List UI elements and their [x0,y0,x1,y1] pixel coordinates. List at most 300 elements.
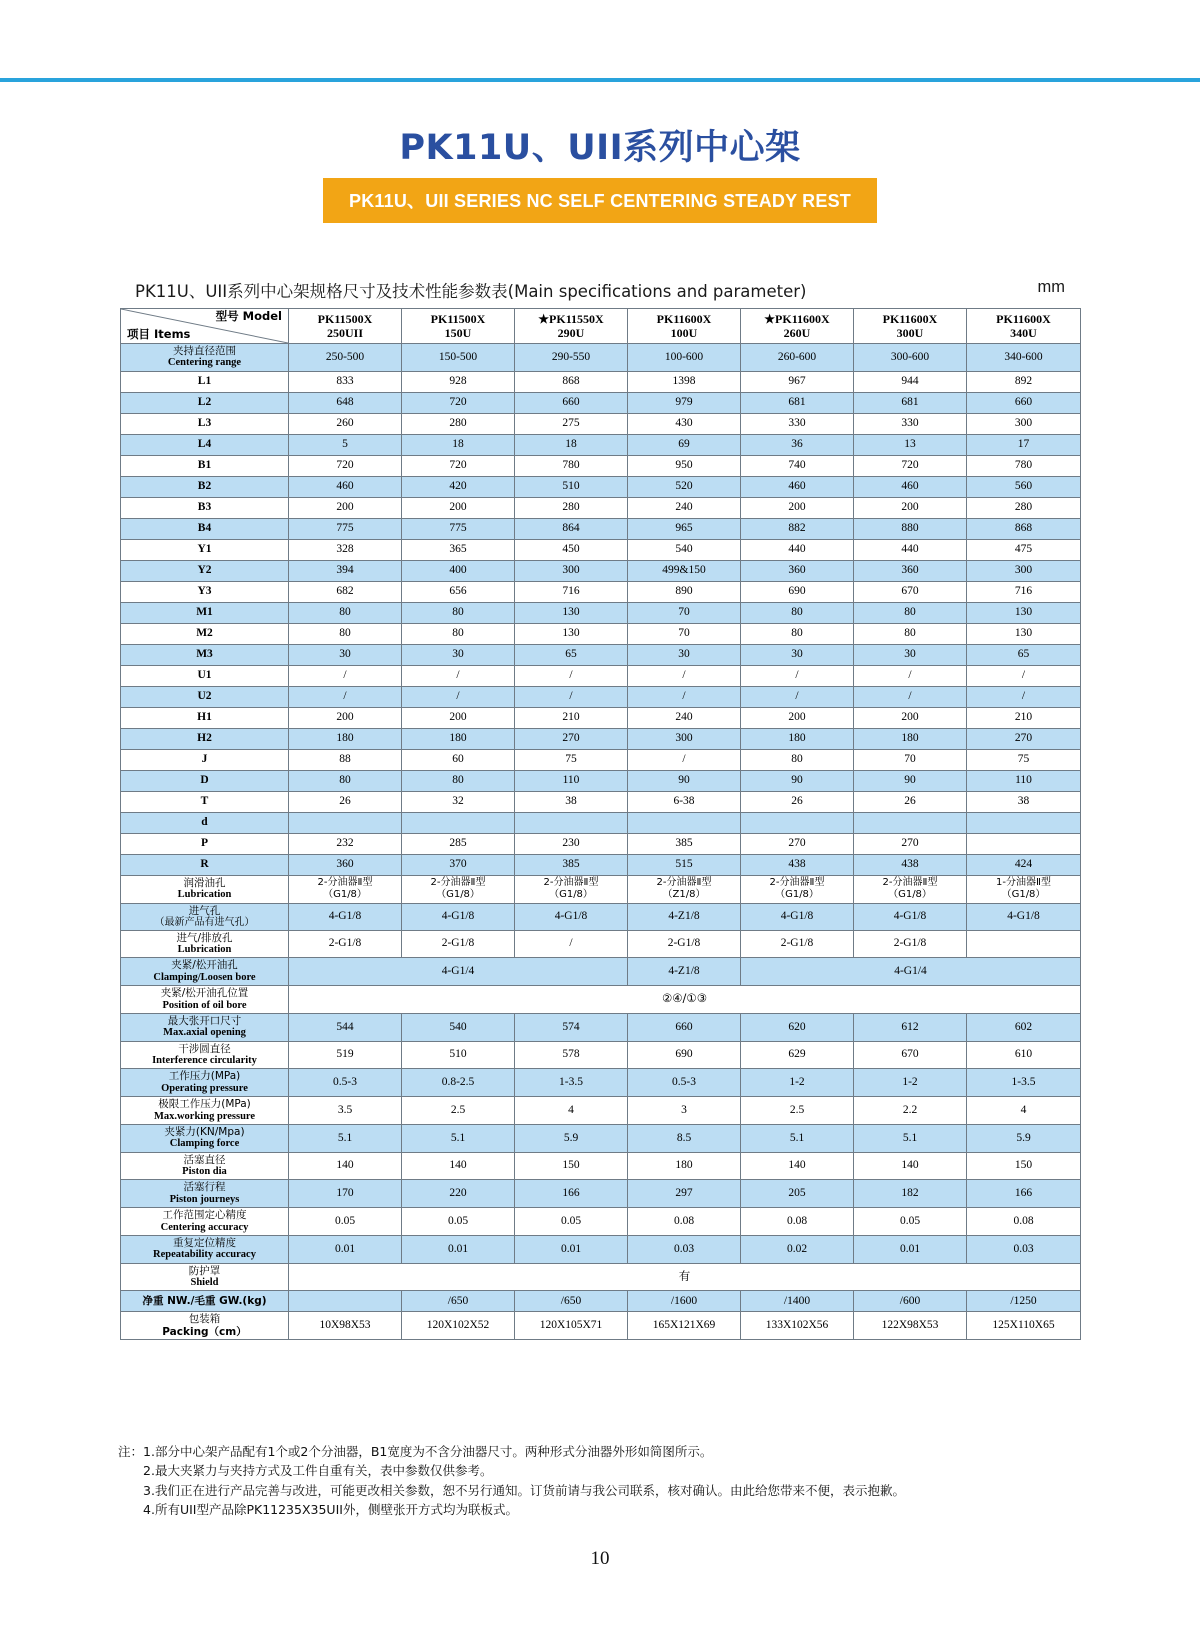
dim-row-label-3: L3 [121,413,289,434]
table-row [121,686,1081,707]
table-row [121,833,1081,854]
dim-row-value-19-1: 88 [289,749,402,770]
dim-row-value-1-3: 868 [515,371,628,392]
dim-row-value-1-1: 833 [289,371,402,392]
perf-value-1-5: 629 [741,1041,854,1069]
dim-row-value-1-6: 944 [854,371,967,392]
dim-row-value-5-6: 720 [854,455,967,476]
shield-label: 防护罩 Shield [121,1263,289,1291]
perf-value-3-2: 2.5 [402,1097,515,1125]
dim-row-value-15-2: / [402,665,515,686]
air-intake-value-3: 4-G1/8 [515,903,628,930]
clamping-bore-label: 夹紧/松开油孔 Clamping/Loosen bore [121,958,289,986]
perf-value-5-5: 140 [741,1152,854,1180]
perf-value-1-4: 690 [628,1041,741,1069]
dim-row-value-21-7: 38 [967,791,1081,812]
dim-row-value-23-6: 270 [854,833,967,854]
table-row [121,581,1081,602]
perf-value-2-7: 1-3.5 [967,1069,1081,1097]
perf-label-7: 工作范围定心精度 Centering accuracy [121,1208,289,1236]
dim-row-value-0-2: 150-500 [402,344,515,372]
perf-value-5-7: 150 [967,1152,1081,1180]
notes-label: 注： [118,1444,144,1459]
dim-row-value-1-2: 928 [402,371,515,392]
dim-row-label-23: P [121,833,289,854]
dim-row-value-4-2: 18 [402,434,515,455]
dim-row-label-21: T [121,791,289,812]
dim-row-value-7-2: 200 [402,497,515,518]
note-item-4: 4.所有UII型产品除PK11235X35UII外，侧壁张开方式均为联板式。 [143,1502,518,1518]
perf-value-1-1: 519 [289,1041,402,1069]
dim-row-value-6-5: 460 [741,476,854,497]
dim-row-value-10-5: 360 [741,560,854,581]
table-row [121,791,1081,812]
unit-label: mm [1037,278,1065,296]
dim-row-value-9-3: 450 [515,539,628,560]
perf-value-6-2: 220 [402,1180,515,1208]
dim-row-value-19-7: 75 [967,749,1081,770]
perf-value-4-5: 5.1 [741,1124,854,1152]
perf-value-4-2: 5.1 [402,1124,515,1152]
table-row [121,707,1081,728]
dim-row-value-18-3: 270 [515,728,628,749]
lubrication-value-1: 2-分油器Ⅱ型 （G1/8） [289,875,402,903]
perf-value-4-4: 8.5 [628,1124,741,1152]
dim-row-value-15-3: / [515,665,628,686]
dim-row-value-16-2: / [402,686,515,707]
dim-row-value-2-1: 648 [289,392,402,413]
dim-row-value-0-1: 250-500 [289,344,402,372]
dim-row-value-22-1 [289,812,402,833]
dim-row-value-21-4: 6-38 [628,791,741,812]
air-intake-value-4: 4-Z1/8 [628,903,741,930]
dim-row-value-8-4: 965 [628,518,741,539]
dim-row-value-10-7: 300 [967,560,1081,581]
spec-caption: PK11U、UII系列中心架规格尺寸及技术性能参数表(Main specifications and parameter) [135,282,807,301]
notes-body [143,1442,905,1520]
dim-row-value-24-2: 370 [402,854,515,875]
dim-row-value-9-5: 440 [741,539,854,560]
packing-value-5: 133X102X56 [741,1312,854,1340]
lubrication-value-3: 2-分油器Ⅱ型 （G1/8） [515,875,628,903]
air-intake-value-7: 4-G1/8 [967,903,1081,930]
dim-row-value-22-3 [515,812,628,833]
perf-value-6-4: 297 [628,1180,741,1208]
dim-row-value-21-3: 38 [515,791,628,812]
dim-row-value-18-6: 180 [854,728,967,749]
dim-row-value-17-7: 210 [967,707,1081,728]
dim-row-label-1: L1 [121,371,289,392]
perf-value-2-1: 0.5-3 [289,1069,402,1097]
table-row [121,539,1081,560]
perf-value-4-3: 5.9 [515,1124,628,1152]
dim-row-value-3-5: 330 [741,413,854,434]
table-row [121,749,1081,770]
weight-value-5: /1400 [741,1291,854,1312]
perf-value-7-4: 0.08 [628,1208,741,1236]
dim-row-value-10-6: 360 [854,560,967,581]
air-intake-label: 进气孔 （最新产品有进气孔） [121,903,289,930]
table-body [121,309,1081,1340]
perf-value-6-1: 170 [289,1180,402,1208]
dim-row-value-21-6: 26 [854,791,967,812]
oil-bore-position-value: ②④/①③ [289,986,1081,1014]
spec-caption-row [135,278,1065,302]
weight-value-2: /650 [402,1291,515,1312]
dim-row-label-20: D [121,770,289,791]
dim-row-value-7-7: 280 [967,497,1081,518]
dim-row-label-6: B2 [121,476,289,497]
dim-row-value-3-7: 300 [967,413,1081,434]
note-item-3: 3.我们正在进行产品完善与改进，可能更改相关参数，恕不另行通知。订货前请与我公司联系，核对确认。由此给您带来不便，表示抱歉。 [143,1482,905,1498]
air-exhaust-value-6: 2-G1/8 [854,930,967,958]
dim-row-value-15-7: / [967,665,1081,686]
air-exhaust-value-7 [967,930,1081,958]
air-exhaust-label: 进气/排放孔 Lubrication [121,930,289,958]
dim-row-label-12: M1 [121,602,289,623]
dim-row-value-10-4: 499&150 [628,560,741,581]
dim-row-value-8-2: 775 [402,518,515,539]
perf-value-7-6: 0.05 [854,1208,967,1236]
table-row [121,770,1081,791]
perf-value-2-3: 1-3.5 [515,1069,628,1097]
perf-value-0-6: 612 [854,1013,967,1041]
dim-row-value-4-4: 69 [628,434,741,455]
dim-row-value-24-4: 515 [628,854,741,875]
perf-value-8-7: 0.03 [967,1235,1081,1263]
air-exhaust-value-3: / [515,930,628,958]
perf-value-5-3: 150 [515,1152,628,1180]
perf-value-1-3: 578 [515,1041,628,1069]
dim-row-value-16-7: / [967,686,1081,707]
dim-row-value-13-5: 80 [741,623,854,644]
weight-value-7: /1250 [967,1291,1081,1312]
dim-row-value-14-5: 30 [741,644,854,665]
dim-row-value-19-6: 70 [854,749,967,770]
air-intake-row [121,903,1081,930]
dim-row-value-6-6: 460 [854,476,967,497]
dim-row-value-14-6: 30 [854,644,967,665]
dim-row-value-20-2: 80 [402,770,515,791]
table-row [121,665,1081,686]
dim-row-label-7: B3 [121,497,289,518]
oil-bore-position-row [121,986,1081,1014]
dim-row-value-16-6: / [854,686,967,707]
dim-row-value-7-4: 240 [628,497,741,518]
dim-row-value-2-5: 681 [741,392,854,413]
dim-row-value-20-3: 110 [515,770,628,791]
dim-row-value-5-5: 740 [741,455,854,476]
dim-row-value-12-4: 70 [628,602,741,623]
dim-row-value-6-3: 510 [515,476,628,497]
perf-value-1-6: 670 [854,1041,967,1069]
air-exhaust-row [121,930,1081,958]
dim-row-value-11-2: 656 [402,581,515,602]
dim-row-value-18-4: 300 [628,728,741,749]
dim-row-value-18-7: 270 [967,728,1081,749]
dim-row-value-0-3: 290-550 [515,344,628,372]
dim-row-value-16-4: / [628,686,741,707]
dim-row-value-9-6: 440 [854,539,967,560]
table-row [121,413,1081,434]
dim-row-value-19-5: 80 [741,749,854,770]
perf-label-6: 活塞行程 Piston journeys [121,1180,289,1208]
dim-row-value-4-5: 36 [741,434,854,455]
air-exhaust-value-2: 2-G1/8 [402,930,515,958]
dim-row-value-12-3: 130 [515,602,628,623]
dim-row-value-15-4: / [628,665,741,686]
dim-row-value-8-1: 775 [289,518,402,539]
table-row [121,455,1081,476]
perf-row [121,1180,1081,1208]
perf-value-8-5: 0.02 [741,1235,854,1263]
dim-row-value-20-1: 80 [289,770,402,791]
perf-value-0-7: 602 [967,1013,1081,1041]
dim-row-value-12-7: 130 [967,602,1081,623]
packing-value-4: 165X121X69 [628,1312,741,1340]
dim-row-value-10-2: 400 [402,560,515,581]
dim-row-value-1-5: 967 [741,371,854,392]
dim-row-value-0-6: 300-600 [854,344,967,372]
dim-row-value-22-6 [854,812,967,833]
dim-row-label-14: M3 [121,644,289,665]
dim-row-label-18: H2 [121,728,289,749]
dim-row-value-17-1: 200 [289,707,402,728]
dim-row-value-6-1: 460 [289,476,402,497]
table-row [121,644,1081,665]
perf-value-8-6: 0.01 [854,1235,967,1263]
model-header-4: PK11600X 100U [628,309,741,344]
dim-row-value-11-6: 670 [854,581,967,602]
perf-value-5-6: 140 [854,1152,967,1180]
lubrication-value-6: 2-分油器Ⅱ型 （G1/8） [854,875,967,903]
dim-row-value-23-2: 285 [402,833,515,854]
perf-value-0-5: 620 [741,1013,854,1041]
dim-row-value-12-5: 80 [741,602,854,623]
perf-value-4-6: 5.1 [854,1124,967,1152]
dim-row-value-9-7: 475 [967,539,1081,560]
model-header-3: ★PK11550X 290U [515,309,628,344]
dim-row-value-5-7: 780 [967,455,1081,476]
dim-row-value-4-1: 5 [289,434,402,455]
dim-row-value-23-5: 270 [741,833,854,854]
dim-row-value-0-7: 340-600 [967,344,1081,372]
dim-row-value-23-3: 230 [515,833,628,854]
dim-row-value-13-7: 130 [967,623,1081,644]
dim-row-value-19-2: 60 [402,749,515,770]
perf-row [121,1124,1081,1152]
dim-row-label-19: J [121,749,289,770]
air-exhaust-value-5: 2-G1/8 [741,930,854,958]
dim-row-value-12-1: 80 [289,602,402,623]
dim-row-value-23-7 [967,833,1081,854]
dim-row-value-18-5: 180 [741,728,854,749]
perf-row [121,1152,1081,1180]
weight-value-1 [289,1291,402,1312]
shield-value: 有 [289,1263,1081,1291]
dim-row-value-9-4: 540 [628,539,741,560]
perf-value-1-7: 610 [967,1041,1081,1069]
dim-row-value-9-1: 328 [289,539,402,560]
perf-value-4-1: 5.1 [289,1124,402,1152]
dim-row-value-21-2: 32 [402,791,515,812]
perf-value-3-4: 3 [628,1097,741,1125]
dim-row-value-8-3: 864 [515,518,628,539]
dim-row-value-20-5: 90 [741,770,854,791]
dim-row-value-7-5: 200 [741,497,854,518]
dim-row-value-20-4: 90 [628,770,741,791]
packing-value-7: 125X110X65 [967,1312,1081,1340]
dim-row-value-14-1: 30 [289,644,402,665]
perf-row [121,1235,1081,1263]
perf-value-6-3: 166 [515,1180,628,1208]
dim-row-value-23-4: 385 [628,833,741,854]
dim-row-value-6-7: 560 [967,476,1081,497]
perf-value-0-2: 540 [402,1013,515,1041]
clamping-bore-value-1: 4-G1/4 [289,958,628,986]
dim-row-value-7-6: 200 [854,497,967,518]
dim-row-value-20-7: 110 [967,770,1081,791]
perf-value-6-6: 182 [854,1180,967,1208]
dim-row-value-24-1: 360 [289,854,402,875]
dim-row-value-3-4: 430 [628,413,741,434]
dim-row-value-14-2: 30 [402,644,515,665]
dim-row-value-17-5: 200 [741,707,854,728]
dim-row-value-22-2 [402,812,515,833]
dim-row-value-4-6: 13 [854,434,967,455]
dim-row-value-6-4: 520 [628,476,741,497]
dim-row-label-10: Y2 [121,560,289,581]
perf-value-2-4: 0.5-3 [628,1069,741,1097]
notes-block [118,1442,1078,1520]
dim-row-label-9: Y1 [121,539,289,560]
dim-row-value-19-4: / [628,749,741,770]
dim-row-value-5-3: 780 [515,455,628,476]
air-exhaust-value-4: 2-G1/8 [628,930,741,958]
air-exhaust-value-1: 2-G1/8 [289,930,402,958]
dim-row-value-1-7: 892 [967,371,1081,392]
dim-row-value-18-2: 180 [402,728,515,749]
perf-value-8-2: 0.01 [402,1235,515,1263]
table-row [121,497,1081,518]
dim-row-value-0-4: 100-600 [628,344,741,372]
perf-value-6-7: 166 [967,1180,1081,1208]
dim-row-value-14-4: 30 [628,644,741,665]
air-intake-value-5: 4-G1/8 [741,903,854,930]
top-rule [0,0,1200,82]
dim-row-value-3-1: 260 [289,413,402,434]
table-row [121,728,1081,749]
dim-row-value-0-5: 260-600 [741,344,854,372]
dim-row-value-7-1: 200 [289,497,402,518]
perf-value-7-5: 0.08 [741,1208,854,1236]
note-item-1: 1.部分中心架产品配有1个或2个分油器，B1宽度为不含分油器尺寸。两种形式分油器外形如简图所示。 [143,1444,713,1459]
dim-row-value-16-5: / [741,686,854,707]
packing-value-2: 120X102X52 [402,1312,515,1340]
dim-row-value-1-4: 1398 [628,371,741,392]
dim-row-value-20-6: 90 [854,770,967,791]
dim-row-value-17-6: 200 [854,707,967,728]
packing-value-6: 122X98X53 [854,1312,967,1340]
perf-label-2: 工作压力(MPa) Operating pressure [121,1069,289,1097]
dim-row-label-4: L4 [121,434,289,455]
dim-row-value-24-3: 385 [515,854,628,875]
table-header-row [121,309,1081,344]
items-header-label: 项目 Items [127,327,191,342]
perf-value-2-6: 1-2 [854,1069,967,1097]
dim-row-value-17-4: 240 [628,707,741,728]
dim-row-value-13-6: 80 [854,623,967,644]
weight-value-4: /1600 [628,1291,741,1312]
lubrication-value-2: 2-分油器Ⅱ型 （G1/8） [402,875,515,903]
dim-row-value-19-3: 75 [515,749,628,770]
perf-value-1-2: 510 [402,1041,515,1069]
dim-row-value-4-7: 17 [967,434,1081,455]
dim-row-label-8: B4 [121,518,289,539]
perf-value-3-5: 2.5 [741,1097,854,1125]
dim-row-label-11: Y3 [121,581,289,602]
lubrication-label: 润滑油孔 Lubrication [121,875,289,903]
lubrication-value-5: 2-分油器Ⅱ型 （G1/8） [741,875,854,903]
dim-row-value-5-1: 720 [289,455,402,476]
perf-value-2-2: 0.8-2.5 [402,1069,515,1097]
dim-row-label-24: R [121,854,289,875]
air-intake-value-6: 4-G1/8 [854,903,967,930]
model-header-label: 型号 Model [215,309,282,323]
dim-row-value-11-3: 716 [515,581,628,602]
clamping-bore-row [121,958,1081,986]
page-title: PK11U、UII系列中心架 [399,128,801,168]
dim-row-value-21-5: 26 [741,791,854,812]
dim-row-value-2-3: 660 [515,392,628,413]
dim-row-value-22-4 [628,812,741,833]
dim-row-value-11-4: 890 [628,581,741,602]
dim-row-value-17-3: 210 [515,707,628,728]
model-header-5: ★PK11600X 260U [741,309,854,344]
dim-row-value-14-7: 65 [967,644,1081,665]
packing-value-3: 120X105X71 [515,1312,628,1340]
shield-row [121,1263,1081,1291]
perf-row [121,1097,1081,1125]
weight-value-3: /650 [515,1291,628,1312]
perf-label-4: 夹紧力(KN/Mpa) Clamping force [121,1124,289,1152]
dim-row-value-2-7: 660 [967,392,1081,413]
clamping-bore-value-2: 4-Z1/8 [628,958,741,986]
dim-row-value-24-7: 424 [967,854,1081,875]
dim-row-value-11-5: 690 [741,581,854,602]
dim-row-value-16-3: / [515,686,628,707]
model-header-7: PK11600X 340U [967,309,1081,344]
perf-value-7-1: 0.05 [289,1208,402,1236]
dim-row-label-5: B1 [121,455,289,476]
dim-row-value-18-1: 180 [289,728,402,749]
perf-label-3: 极限工作压力(MPa) Max.working pressure [121,1097,289,1125]
table-row [121,812,1081,833]
perf-label-5: 活塞直径 Piston dia [121,1152,289,1180]
model-header-6: PK11600X 300U [854,309,967,344]
dim-row-value-3-3: 275 [515,413,628,434]
dim-row-value-3-6: 330 [854,413,967,434]
title-block [0,120,1200,223]
perf-value-4-7: 5.9 [967,1124,1081,1152]
dim-row-value-13-3: 130 [515,623,628,644]
dim-row-value-5-2: 720 [402,455,515,476]
dim-row-value-22-7 [967,812,1081,833]
dim-row-value-9-2: 365 [402,539,515,560]
perf-value-5-2: 140 [402,1152,515,1180]
dim-row-label-2: L2 [121,392,289,413]
dim-row-value-10-1: 394 [289,560,402,581]
